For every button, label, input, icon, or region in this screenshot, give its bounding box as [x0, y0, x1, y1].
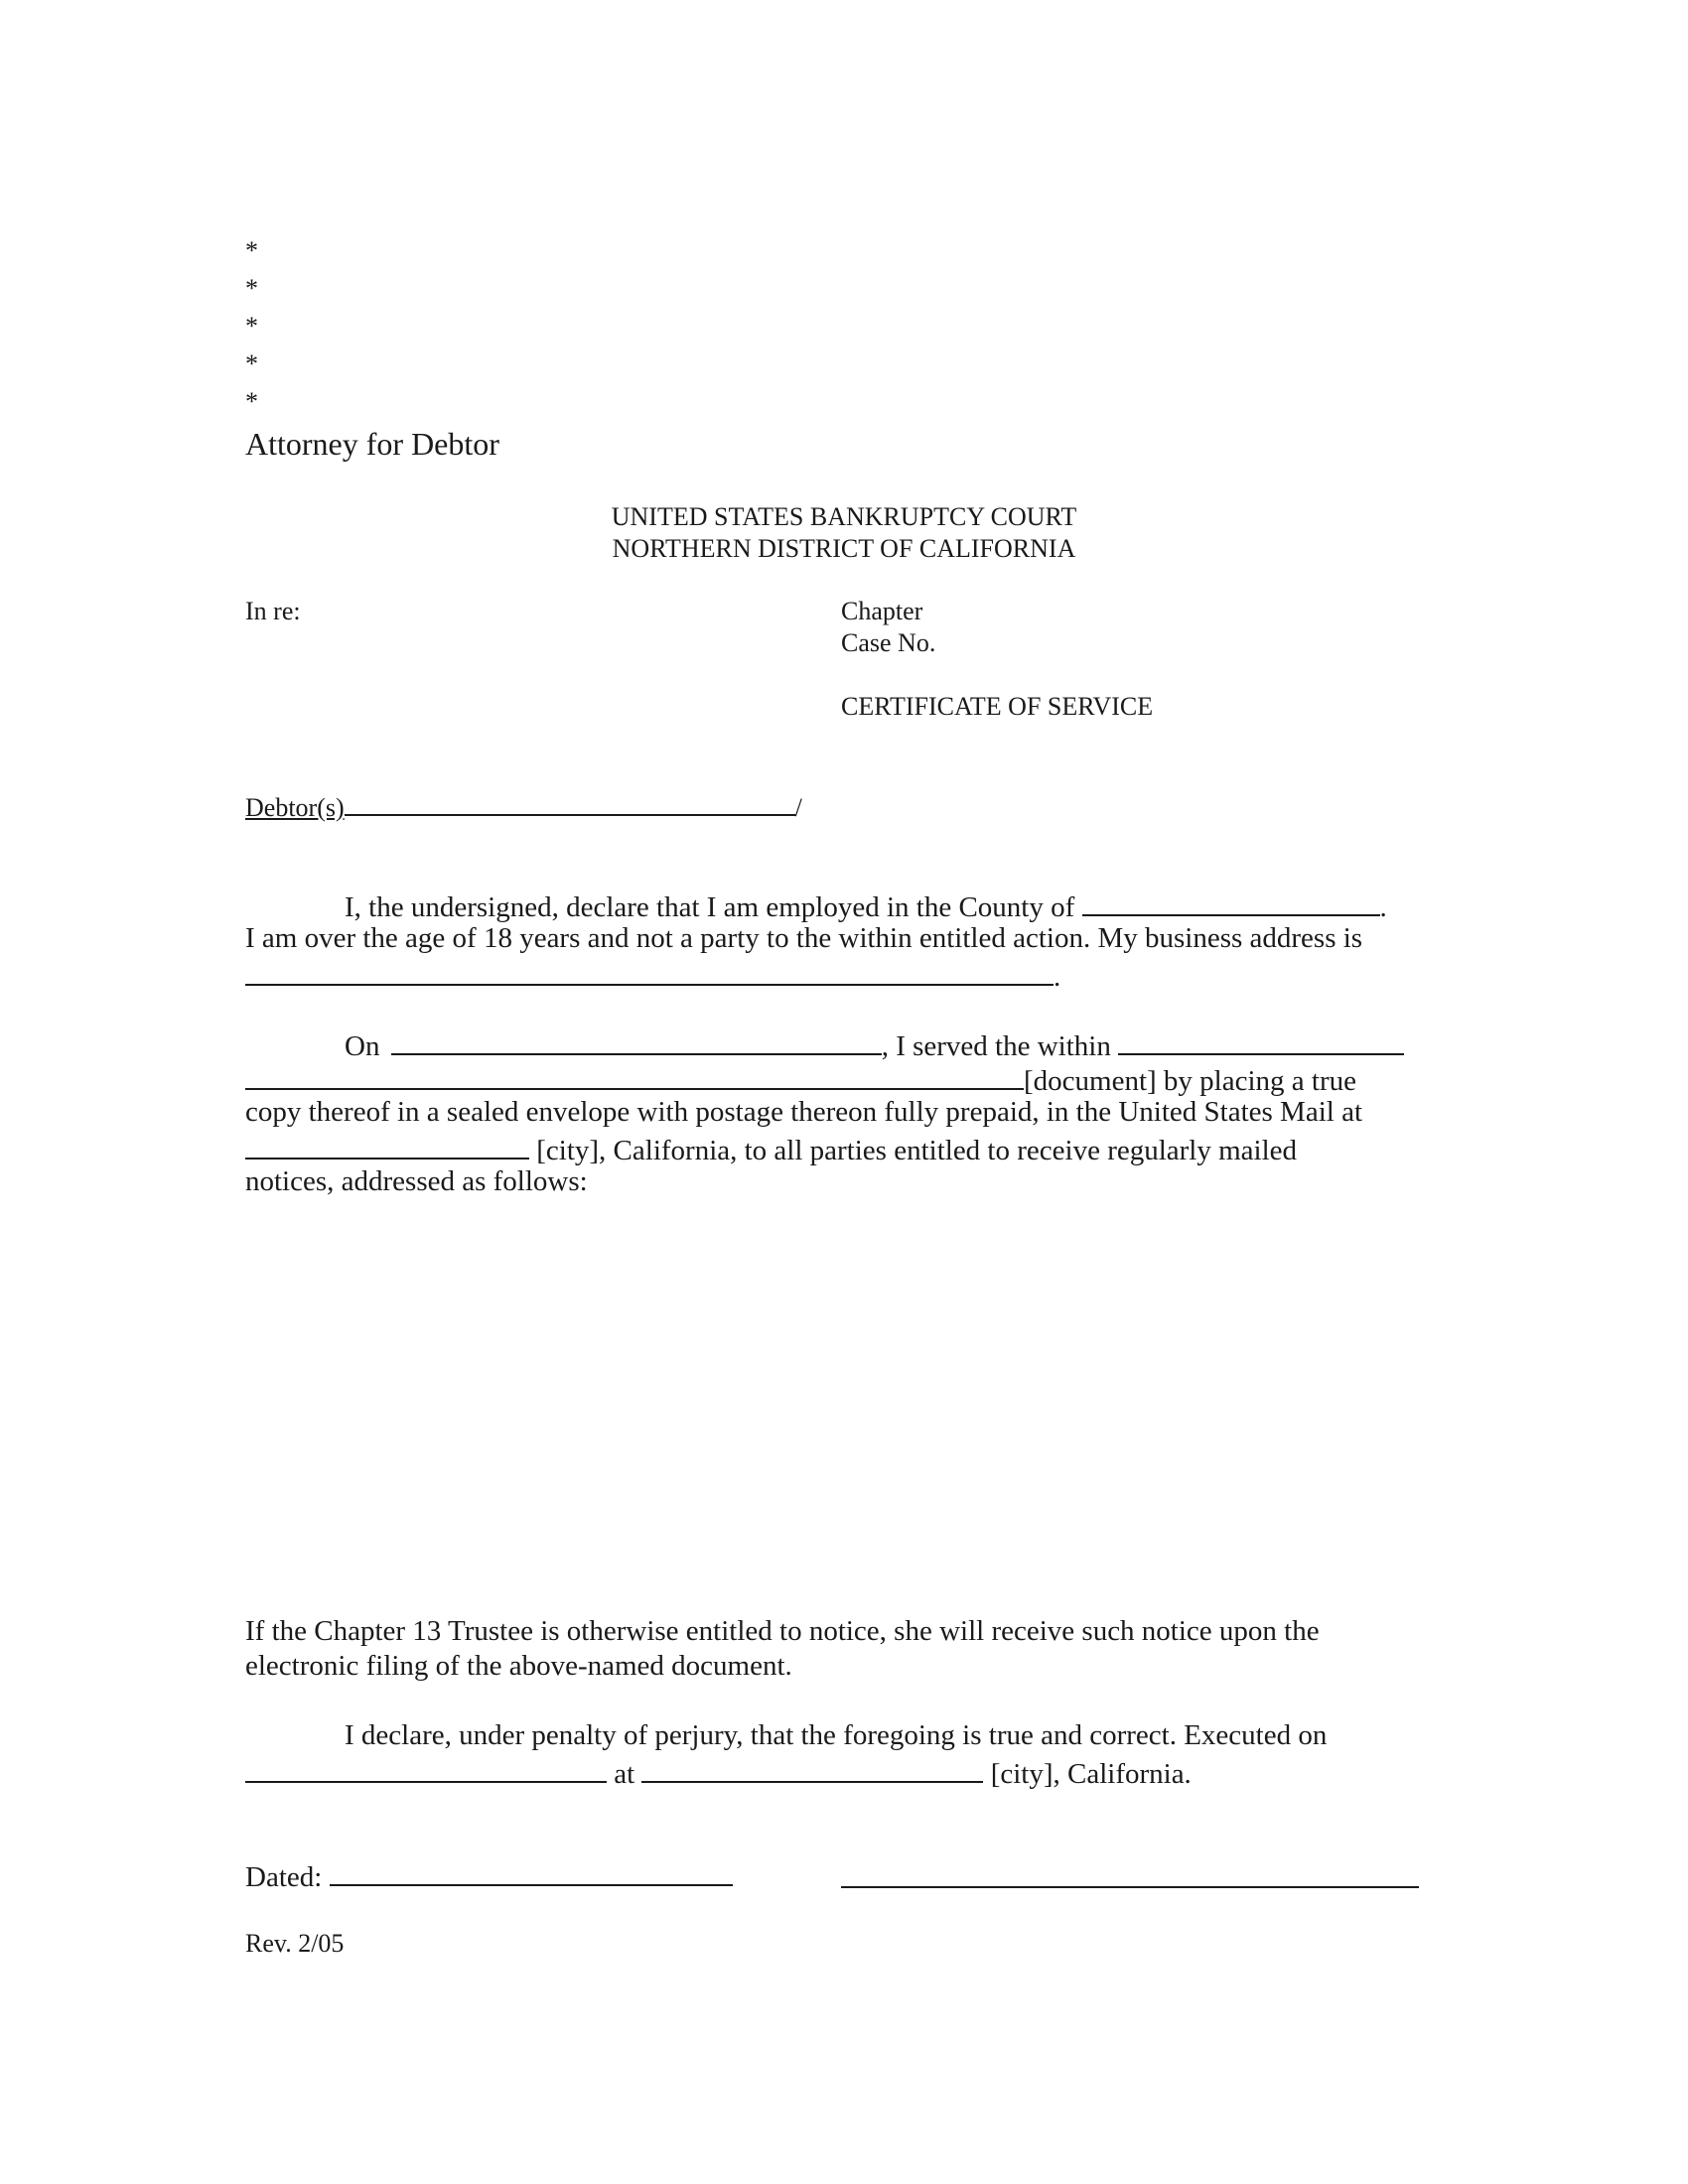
asterisk-line: *: [245, 312, 258, 341]
court-district: NORTHERN DISTRICT OF CALIFORNIA: [612, 534, 1076, 563]
executed-city-blank[interactable]: [641, 1753, 983, 1783]
document-name-blank[interactable]: [1118, 1025, 1404, 1055]
dated-blank[interactable]: [330, 1856, 733, 1886]
attorney-label: Attorney for Debtor: [245, 426, 499, 462]
at-label: at: [614, 1758, 635, 1790]
business-address-blank[interactable]: [245, 956, 1054, 986]
chapter-label: Chapter: [841, 597, 923, 625]
on-label: On: [345, 1030, 380, 1062]
document-text: [document] by placing a true: [1024, 1065, 1356, 1097]
declaration-text: I am over the age of 18 years and not a party to the within entitled action. My business address is: [245, 922, 1363, 954]
city-text: [city], California.: [990, 1758, 1192, 1790]
punctuation: .: [1054, 961, 1061, 993]
perjury-text: I declare, under penalty of perjury, that the foregoing is true and correct. Executed on: [345, 1719, 1328, 1751]
court-name: UNITED STATES BANKRUPTCY COURT: [611, 502, 1077, 531]
debtors-slash: /: [794, 793, 802, 822]
county-blank[interactable]: [1082, 887, 1380, 916]
trustee-text: electronic filing of the above-named document.: [245, 1650, 792, 1682]
city-text: [city], California, to all parties entitled to receive regularly mailed: [536, 1135, 1298, 1166]
trustee-text: If the Chapter 13 Trustee is otherwise entitled to notice, she will receive such notice upon the: [245, 1615, 1320, 1647]
executed-date-blank[interactable]: [245, 1753, 607, 1783]
signature-line[interactable]: [841, 1886, 1419, 1888]
asterisk-line: *: [245, 349, 258, 378]
asterisk-line: *: [245, 236, 258, 265]
revision-label: Rev. 2/05: [245, 1929, 345, 1958]
document-name-blank-2[interactable]: [245, 1060, 1024, 1090]
asterisk-line: *: [245, 274, 258, 303]
asterisk-line: *: [245, 387, 258, 416]
declaration-text: copy thereof in a sealed envelope with postage thereon fully prepaid, in the United States Mail at: [245, 1096, 1363, 1128]
document-title: CERTIFICATE OF SERVICE: [841, 692, 1154, 721]
declaration-text: notices, addressed as follows:: [245, 1165, 588, 1197]
case-number-label: Case No.: [841, 628, 936, 657]
debtors-name-blank[interactable]: [345, 786, 795, 816]
debtors-label: Debtor(s): [245, 793, 345, 822]
punctuation: .: [1379, 891, 1387, 923]
mailing-city-blank[interactable]: [245, 1130, 529, 1160]
served-text: , I served the within: [881, 1030, 1111, 1062]
declaration-text: I, the undersigned, declare that I am employed in the County of: [345, 891, 1075, 923]
in-re-label: In re:: [245, 597, 301, 625]
service-date-blank[interactable]: [391, 1025, 882, 1055]
dated-label: Dated:: [245, 1861, 323, 1893]
